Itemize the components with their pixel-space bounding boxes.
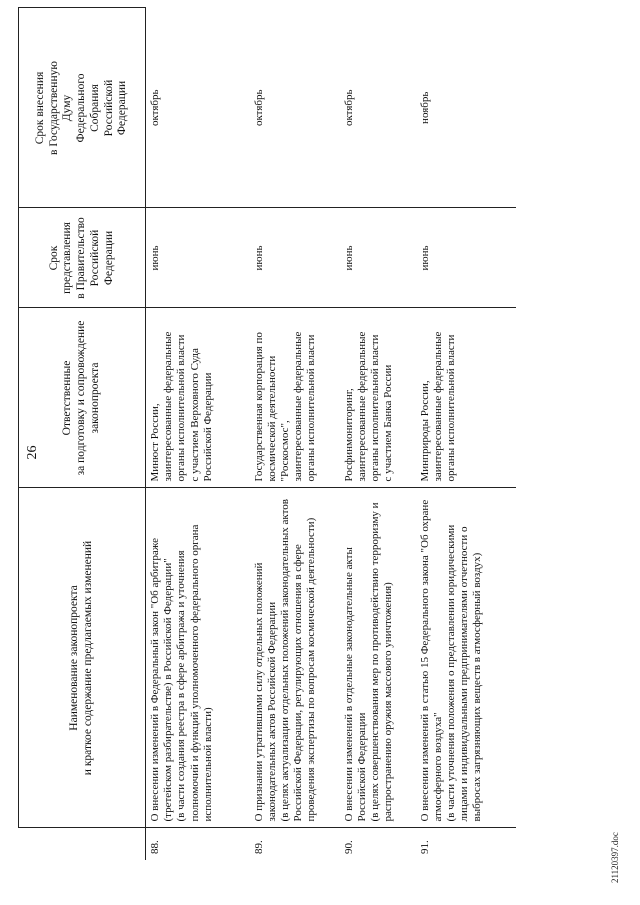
row-number: 90. <box>342 840 355 854</box>
duma-deadline-cell: ноябрь <box>418 91 431 124</box>
page-number: 26 <box>25 445 40 460</box>
bill-purpose: (в целях совершенствования мер по противодействию терроризму и распространению оружия массового уничтожения) <box>368 502 395 822</box>
bill-purpose: (в части уточнения положения о представлении юридическими лицами и индивидуальными предпринимателями отчетности о выбросах загрязняющих веществ в атмосферный воздух) <box>444 524 484 822</box>
header-bill-name: Наименование законопроекта и краткое содержание предлагаемых изменений <box>19 488 146 828</box>
bill-title: О признании утратившими силу отдельных положений законодательных актов Российской Федерации <box>252 562 278 822</box>
bill-cell <box>416 488 516 828</box>
header-responsible: Ответственные за подготовку и сопровождение законопроекта <box>19 308 146 488</box>
table-header-row <box>19 8 146 860</box>
gov-deadline-cell: июнь <box>340 208 416 308</box>
table-row <box>146 8 250 860</box>
responsible-cell: Минприроды России, заинтересованные федеральные органы исполнительной власти <box>416 308 516 488</box>
bill-title: О внесении изменений в отдельные законодательные акты Российской Федерации <box>342 547 368 822</box>
document-file-code: 21120397.doc <box>610 832 620 883</box>
bill-title: О внесении изменений в Федеральный закон "Об арбитраже (третейском разбирательстве) в Российской Федерации" <box>149 537 175 822</box>
duma-deadline-cell: октябрь <box>342 89 355 127</box>
responsible-cell: Государственная корпорация по космической деятельности "Роскосмос", заинтересованные федеральные органы исполнительной власти <box>250 308 340 488</box>
bills-table <box>18 8 516 861</box>
header-duma-deadline: Срок внесения в Государственную Думу Федерального Собрания Российской Федерации <box>19 8 146 208</box>
bill-title: О внесении изменений в статью 15 Федерального закона "Об охране атмосферного воздуха" <box>418 499 444 822</box>
duma-deadline-cell: октябрь <box>252 89 265 127</box>
header-number <box>19 828 146 860</box>
gov-deadline-cell: июнь <box>416 208 516 308</box>
bill-purpose: (в целях актуализации отдельных положений законодательных актов Российской Федерации, регулирующих отношения в сфере проведения экспертизы по вопросам космической деятельности) <box>278 499 318 822</box>
header-gov-deadline: Срок представления в Правительство Российской Федерации <box>19 208 146 308</box>
table-row <box>340 8 416 860</box>
duma-deadline-cell: октябрь <box>149 89 161 127</box>
responsible-cell: Минюст России, заинтересованные федеральные органы исполнительной власти с участием Верховного Суда Российской Федерации <box>146 308 250 488</box>
bill-cell <box>340 488 416 828</box>
gov-deadline-cell: июнь <box>146 208 250 308</box>
bill-cell <box>146 488 250 828</box>
responsible-cell: Росфинмониторинг, заинтересованные федеральные органы исполнительной власти с участием Банка России <box>340 308 416 488</box>
row-number: 89. <box>252 840 265 854</box>
table-row <box>250 8 340 860</box>
row-number: 88. <box>149 840 161 854</box>
bill-cell <box>250 488 340 828</box>
table-row <box>416 8 516 860</box>
bill-purpose: (в части создания реестра в сфере арбитража и уточнения полномочий и функций уполномоченного федерального органа исполнительной власти) <box>175 524 214 822</box>
row-number: 91. <box>418 840 431 854</box>
gov-deadline-cell: июнь <box>250 208 340 308</box>
